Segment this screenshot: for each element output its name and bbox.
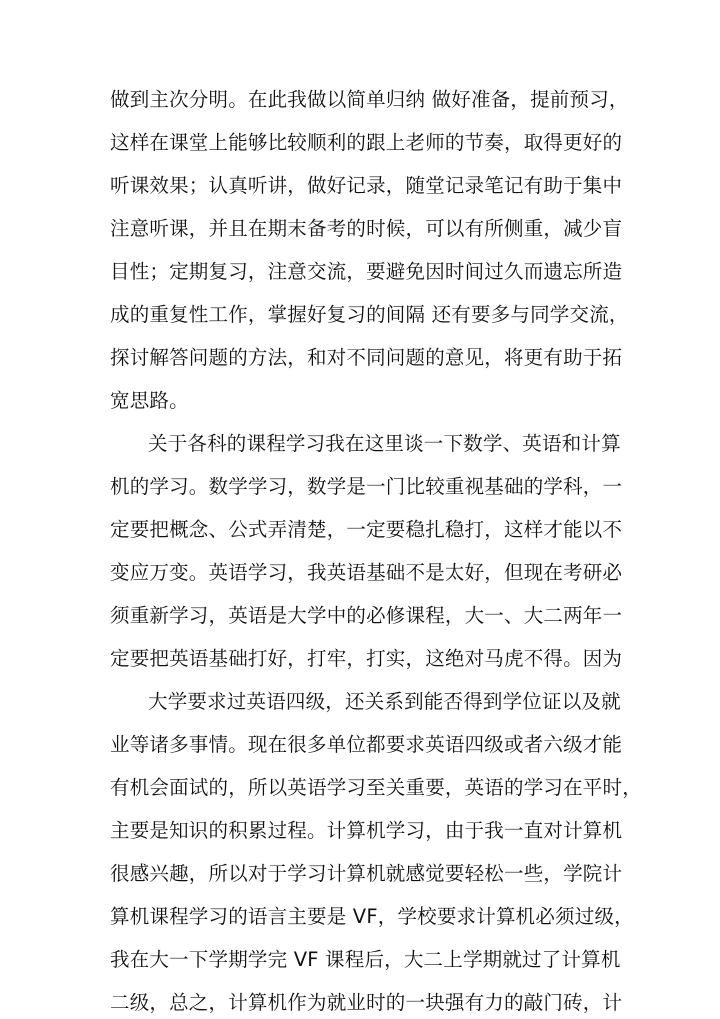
paragraph-3-line-2: 业等诸多事情。现在很多单位都要求英语四级或者六级才能 — [110, 733, 623, 756]
paragraph-2-line-3: 定要把概念、公式弄清楚，一定要稳扎稳打，这样才能以不 — [110, 518, 623, 541]
paragraph-2-line-2: 机的学习。数学学习，数学是一门比较重视基础的学科，一 — [110, 475, 623, 498]
paragraph-1-line-1: 做到主次分明。在此我做以简单归纳 做好准备，提前预习， — [110, 88, 629, 111]
paragraph-2-line-1: 关于各科的课程学习我在这里谈一下数学、英语和计算 — [148, 432, 621, 455]
paragraph-3-line-7: 我在大一下学期学完 VF 课程后，大二上学期就过了计算机 — [110, 948, 621, 971]
paragraph-2-line-6: 定要把英语基础打好，打牢，打实，这绝对马虎不得。因为 — [110, 647, 623, 670]
paragraph-1-line-2: 这样在课堂上能够比较顺利的跟上老师的节奏，取得更好的 — [110, 131, 623, 154]
paragraph-3-line-6: 算机课程学习的语言主要是 VF，学校要求计算机必须过级， — [110, 905, 634, 928]
paragraph-1-line-3: 听课效果；认真听讲，做好记录，随堂记录笔记有助于集中 — [110, 174, 623, 197]
paragraph-2-line-4: 变应万变。英语学习，我英语基础不是太好，但现在考研必 — [110, 561, 623, 584]
paragraph-3-line-4: 主要是知识的积累过程。计算机学习，由于我一直对计算机 — [110, 819, 623, 842]
paragraph-3-line-3: 有机会面试的，所以英语学习至关重要，英语的学习在平时， — [110, 776, 642, 799]
paragraph-1-line-7: 探讨解答问题的方法，和对不同问题的意见，将更有助于拓 — [110, 346, 623, 369]
paragraph-3-line-1: 大学要求过英语四级，还关系到能否得到学位证以及就 — [148, 690, 621, 713]
paragraph-1-line-8: 宽思路。 — [110, 389, 189, 412]
paragraph-1-line-6: 成的重复性工作，掌握好复习的间隔 还有要多与同学交流， — [110, 303, 629, 326]
paragraph-1-line-4: 注意听课，并且在期末备考的时候，可以有所侧重，减少盲 — [110, 217, 623, 240]
paragraph-2-line-5: 须重新学习，英语是大学中的必修课程，大一、大二两年一 — [110, 604, 623, 627]
paragraph-1-line-5: 目性；定期复习，注意交流，要避免因时间过久而遗忘所造 — [110, 260, 623, 283]
paragraph-3-line-8: 二级，总之，计算机作为就业时的一块强有力的敲门砖，计 — [110, 991, 623, 1014]
paragraph-3-line-5: 很感兴趣，所以对于学习计算机就感觉要轻松一些，学院计 — [110, 862, 623, 885]
